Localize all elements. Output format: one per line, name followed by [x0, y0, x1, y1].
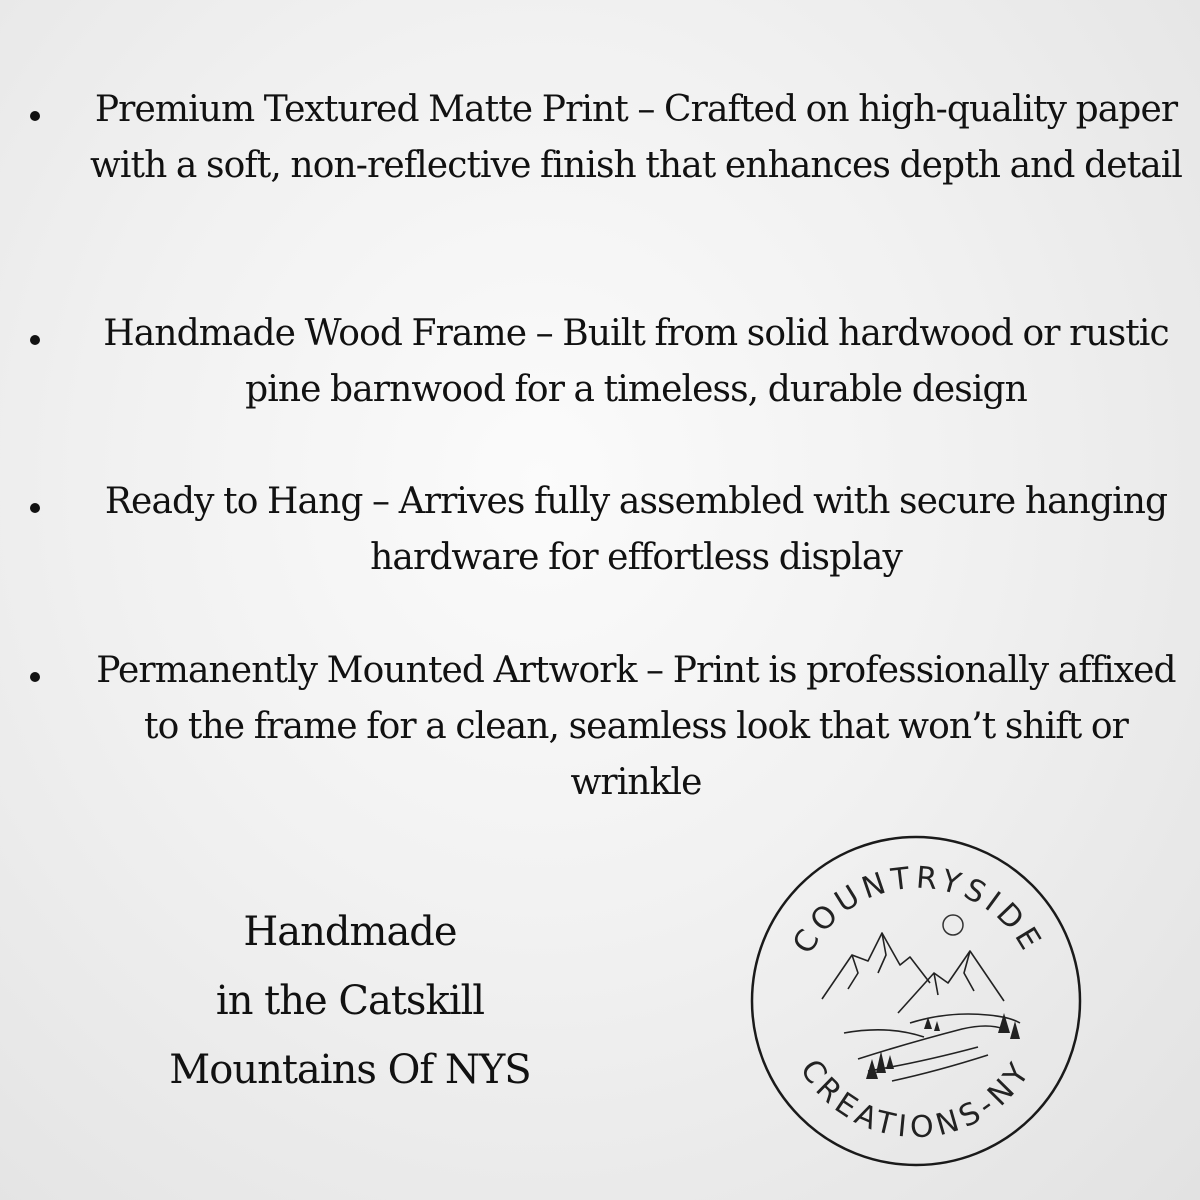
- feature-text: Ready to Hang – Arrives fully assembled with secure hanging hardware for effortless display: [104, 481, 1168, 578]
- handmade-tagline: [120, 898, 580, 1105]
- feature-text: Handmade Wood Frame – Built from solid hardwood or rustic pine barnwood for a timeless, durable design: [103, 313, 1169, 410]
- logo-svg: [748, 833, 1084, 1169]
- logo-bottom-text: [793, 1053, 1039, 1145]
- tagline-line-2: in the Catskill: [215, 978, 485, 1024]
- feature-text: Premium Textured Matte Print – Crafted on high-quality paper with a soft, non-reflective finish that enhances depth and detail: [89, 89, 1183, 186]
- countryside-creations-logo: [748, 833, 1084, 1169]
- logo-top-textpath: COUNTRYSIDE: [786, 860, 1050, 960]
- tagline-line-3: Mountains Of NYS: [169, 1047, 531, 1093]
- mountain-icon: [822, 933, 1020, 1081]
- bullet-icon: [30, 503, 40, 513]
- feature-text: Permanently Mounted Artwork – Print is professionally affixed to the frame for a clean, seamless look that won’t shift or wrinkle: [96, 650, 1176, 803]
- bullet-icon: [30, 111, 40, 121]
- sun-icon: [943, 915, 963, 935]
- logo-top-text: [786, 861, 1050, 960]
- bullet-icon: [30, 335, 40, 345]
- tagline-line-1: Handmade: [243, 909, 457, 955]
- bullet-icon: [30, 672, 40, 682]
- logo-bottom-textpath: CREATIONS-NY: [792, 1053, 1040, 1146]
